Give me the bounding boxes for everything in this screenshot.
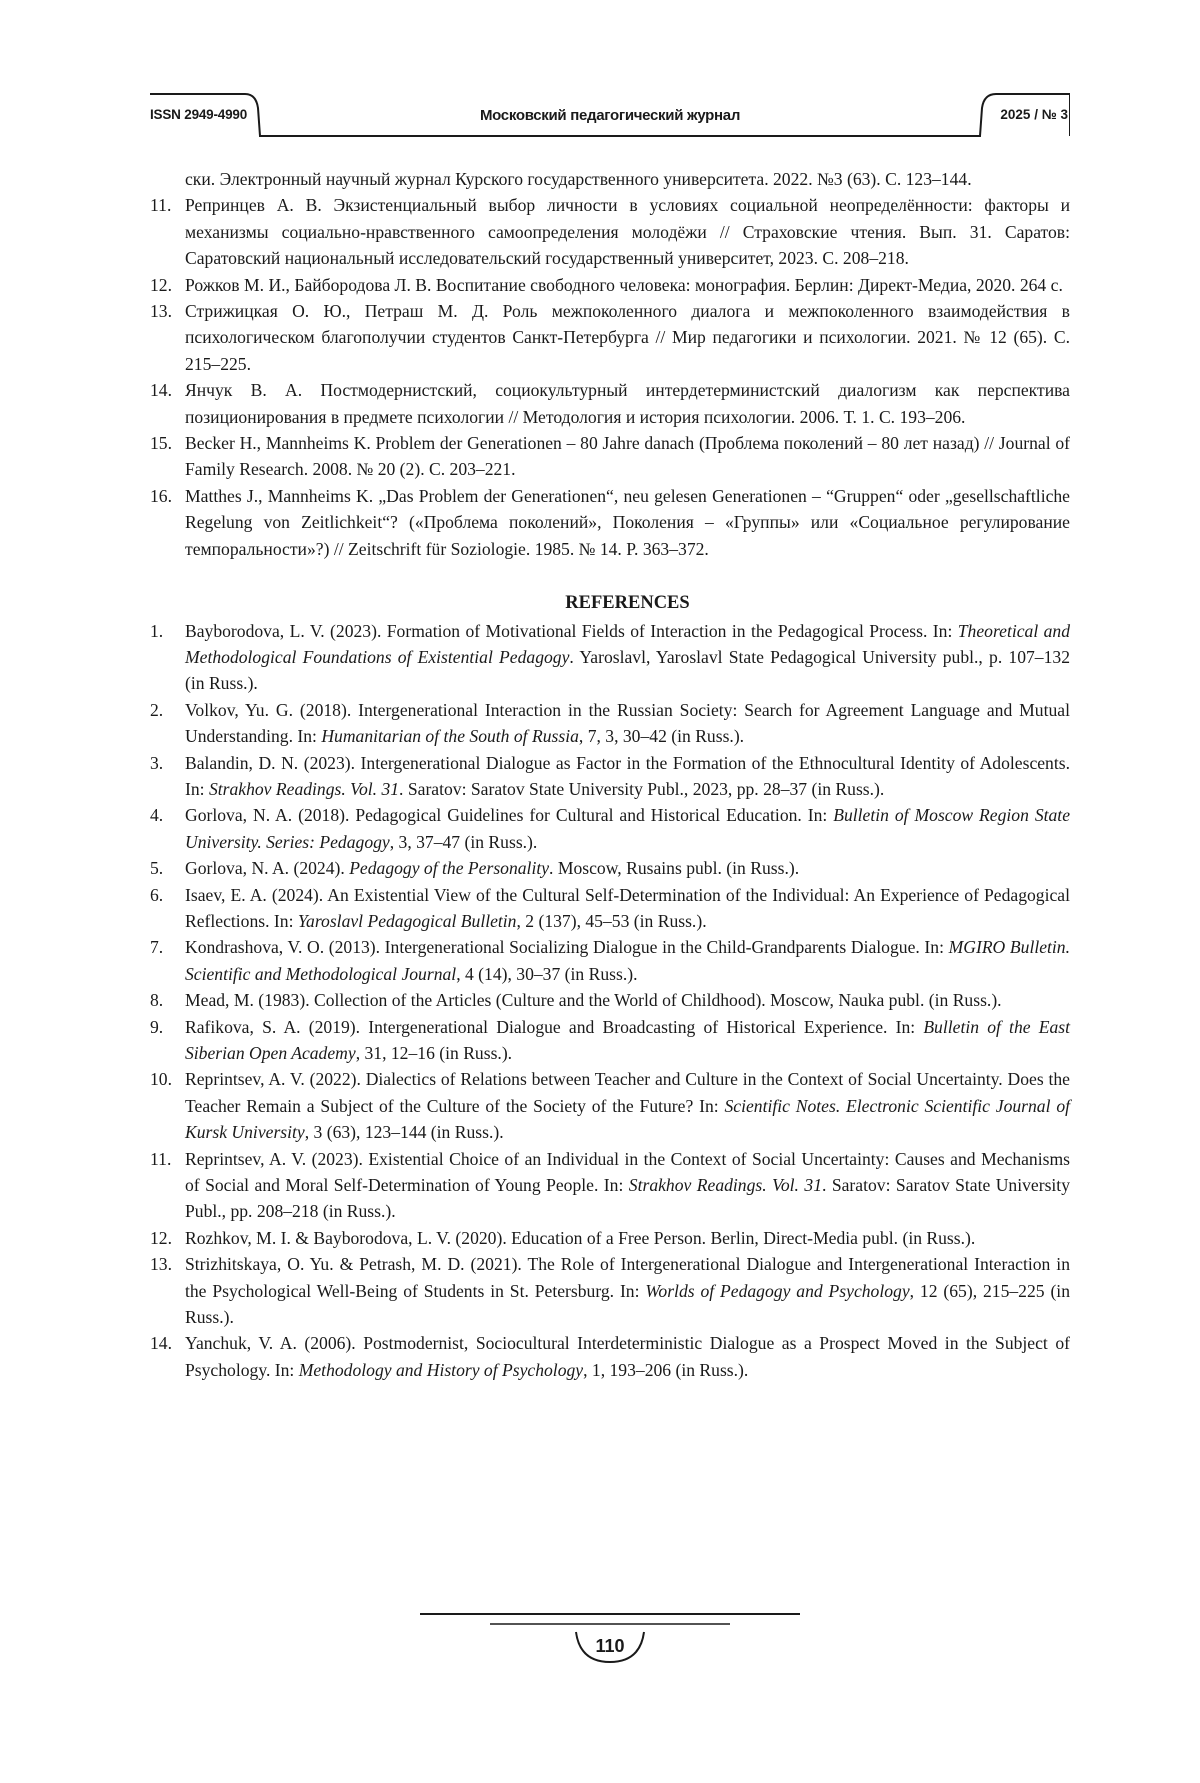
reference-number: 10. (150, 1069, 172, 1090)
page-footer (420, 1612, 800, 1678)
page-number: 110 (595, 1636, 625, 1656)
reference-number: 7. (150, 937, 164, 958)
reference-number: 13. (150, 1254, 172, 1275)
issn-label: ISSN 2949-4990 (150, 107, 248, 122)
reference-text: Matthes J., Mannheims K. „Das Problem der Generationen“, neu gelesen Generationen – “Gruppen“ oder „gesellschaftliche Regelung von Zeitlichkeit“? («Проблема поколений», Поколения – «Группы» или «Социальное регулирование темпоральности»?) // Zeitschrift für Soziologie. 1985. № 14. P. 363–372. (185, 485, 1070, 559)
reference-item (150, 750, 1070, 803)
reference-text: Balandin, D. N. (2023). Intergenerational Dialogue as Factor in the Formation of the Ethnocultural Identity of Adolescents. In: (185, 752, 1070, 799)
reference-text: Янчук В. А. Постмодернистский, социокультурный интердетерминистский диалогизм как перспектива позиционирования в предмете психологии // Методология и история психологии. 2006. Т. 1. С. 193–206. (185, 380, 1070, 427)
reference-text: Rafikova, S. A. (2019). Intergenerational Dialogue and Broadcasting of Historical Experience. In: (185, 1016, 924, 1037)
reference-details: . Moscow, Rusains publ. (in Russ.). (549, 858, 800, 879)
russian-reference-list (150, 192, 1070, 562)
issue-label: 2025 / № 3 (1000, 107, 1068, 122)
reference-text: Becker H., Mannheims K. Problem der Generationen – 80 Jahre danach (Проблема поколений – 80 лет назад) // Journal of Family Research. 2008. № 20 (2). С. 203–221. (185, 433, 1070, 480)
reference-number: 4. (150, 805, 164, 826)
reference-item (150, 1146, 1070, 1225)
reference-details: . Yaroslavl, Yaroslavl State Pedagogical University publ., p. 107–132 (in Russ.). (185, 646, 1070, 694)
reference-details: , 4 (14), 30–37 (in Russ.). (456, 963, 638, 984)
reference-details: . Saratov: Saratov State University Publ., 2023, pp. 28–37 (in Russ.). (399, 778, 885, 799)
reference-number: 14. (150, 1333, 172, 1354)
reference-details: , 2 (137), 45–53 (in Russ.). (516, 910, 707, 931)
reference-details: , 12 (65), 215–225 (in Russ.). (185, 1280, 1070, 1328)
reference-text: Mead, M. (1983). Collection of the Articles (Culture and the World of Childhood). Moscow, Nauka publ. (in Russ.). (185, 990, 1002, 1011)
reference-number: 3. (150, 752, 164, 773)
reference-item (150, 802, 1070, 855)
page-content (150, 166, 1070, 1383)
reference-text: Репринцев А. В. Экзистенциальный выбор личности в условиях социальной неопределённости: факторы и механизмы социально-нравственного самоопределения молодёжи // Страховские чтения. Вып. 31. Саратов: Саратовский национальный исследовательский государственный университет, 2023. С. 208–218. (185, 195, 1070, 269)
reference-item (150, 987, 1070, 1013)
reference-number: 15. (150, 433, 172, 454)
reference-number: 9. (150, 1016, 164, 1037)
journal-title: Московский педагогический журнал (479, 107, 741, 124)
reference-item (150, 377, 1070, 430)
continued-reference-text: ски. Электронный научный журнал Курского государственного университета. 2022. №3 (63). С. 123–144. (185, 169, 972, 189)
reference-item (150, 430, 1070, 483)
reference-text: Gorlova, N. A. (2018). Pedagogical Guidelines for Cultural and Historical Education. In: (185, 805, 834, 826)
reference-item (150, 934, 1070, 987)
reference-source-title: Pedagogy of the Personality (349, 858, 550, 879)
reference-details: , 31, 12–16 (in Russ.). (355, 1043, 513, 1063)
reference-text: Reprintsev, A. V. (2023). Existential Choice of an Individual in the Context of Social Uncertainty: Causes and Mechanisms of Social and Moral Self-Determination of Young People. In: (185, 1148, 1070, 1196)
reference-item (150, 192, 1070, 271)
reference-source-title: Strakhov Readings. Vol. 31 (628, 1175, 822, 1196)
reference-source-title: Methodology and History of Psychology (298, 1359, 584, 1380)
reference-source-title: Scientific Notes. Electronic Scientific Journal of Kursk University (185, 1095, 1071, 1143)
reference-source-title: Worlds of Pedagogy and Psychology (645, 1280, 910, 1301)
reference-item (150, 298, 1070, 377)
reference-item (150, 1225, 1070, 1251)
reference-text: Reprintsev, A. V. (2022). Dialectics of Relations between Teacher and Culture in the Context of Social Uncertainty. Does the Teacher Remain a Subject of the Culture of the Society of the Future? In: (185, 1069, 1070, 1116)
reference-number: 14. (150, 380, 172, 401)
reference-number: 12. (150, 1227, 172, 1248)
reference-item (150, 855, 1070, 881)
reference-number: 1. (150, 620, 164, 641)
reference-text: Isaev, E. A. (2024). An Existential View of the Cultural Self-Determination of the Individual: An Experience of Pedagogical Reflections. In: (185, 884, 1070, 931)
reference-item (150, 483, 1070, 562)
reference-text: Bayborodova, L. V. (2023). Formation of Motivational Fields of Interaction in the Pedagogical Process. In: (185, 620, 958, 641)
reference-number: 11. (150, 1148, 172, 1169)
reference-text: Рожков М. И., Байбородова Л. В. Воспитание свободного человека: монография. Берлин: Директ-Медиа, 2020. 264 с. (185, 274, 1063, 295)
reference-text: Стрижицкая О. Ю., Петраш М. Д. Роль межпоколенного диалога и межпоколенного взаимодействия в психологическом благополучии студентов Санкт-Петербурга // Мир педагогики и психологии. 2021. № 12 (65). С. 215–225. (185, 301, 1070, 374)
reference-source-title: Yaroslavl Pedagogical Bulletin (297, 910, 517, 931)
reference-item (150, 618, 1070, 697)
reference-item (150, 1251, 1070, 1330)
reference-text: Rozhkov, M. I. & Bayborodova, L. V. (2020). Education of a Free Person. Berlin, Direct-Media publ. (in Russ.). (185, 1227, 976, 1248)
reference-number: 6. (150, 884, 164, 905)
reference-number: 8. (150, 990, 164, 1011)
reference-number: 13. (150, 301, 172, 322)
reference-number: 2. (150, 699, 164, 720)
reference-text: Yanchuk, V. A. (2006). Postmodernist, Sociocultural Interdeterministic Dialogue as a Prospect Moved in the Subject of Psychology. In: (185, 1333, 1070, 1380)
reference-source-title: Strakhov Readings. Vol. 31 (208, 778, 400, 799)
reference-details: , 3, 37–47 (in Russ.). (389, 831, 538, 852)
reference-source-title: MGIRO Bulletin. Scientific and Methodological Journal (185, 937, 1071, 984)
reference-source-title: Bulletin of Moscow Region State University. Series: Pedagogy (185, 805, 1071, 852)
english-reference-list (150, 618, 1070, 1384)
reference-text: Kondrashova, V. O. (2013). Intergenerational Socializing Dialogue in the Child-Grandparents Dialogue. In: (185, 937, 949, 958)
reference-item (150, 272, 1070, 298)
reference-source-title: Bulletin of the East Siberian Open Academy (185, 1016, 1071, 1063)
references-heading: REFERENCES (565, 593, 690, 614)
reference-details: , 3 (63), 123–144 (in Russ.). (304, 1122, 504, 1143)
reference-item (150, 1330, 1070, 1383)
reference-text: Gorlova, N. A. (2024). (185, 858, 350, 879)
reference-item (150, 697, 1070, 750)
reference-source-title: Theoretical and Methodological Foundations of Existential Pedagogy (185, 620, 1071, 667)
reference-number: 12. (150, 274, 172, 295)
reference-text: Volkov, Yu. G. (2018). Intergenerational Interaction in the Russian Society: Search for Agreement Language and Mutual Understanding. In: (185, 699, 1070, 747)
reference-source-title: Humanitarian of the South of Russia (321, 726, 579, 747)
reference-number: 5. (150, 858, 164, 879)
reference-details: , 1, 193–206 (in Russ.). (583, 1359, 749, 1380)
reference-item (150, 1066, 1070, 1145)
reference-number: 11. (150, 195, 172, 216)
reference-item (150, 882, 1070, 935)
reference-number: 16. (150, 485, 172, 506)
page-header (150, 86, 1070, 140)
reference-text: Strizhitskaya, O. Yu. & Petrash, M. D. (2021). The Role of Intergenerational Dialogue and Intergenerational Interaction in the Psychological Well-Being of Students in St. Petersburg. In: (185, 1254, 1070, 1301)
reference-item (150, 1014, 1070, 1067)
reference-details: . Saratov: Saratov State University Publ., pp. 208–218 (in Russ.). (185, 1175, 1070, 1222)
reference-details: , 7, 3, 30–42 (in Russ.). (578, 726, 745, 747)
